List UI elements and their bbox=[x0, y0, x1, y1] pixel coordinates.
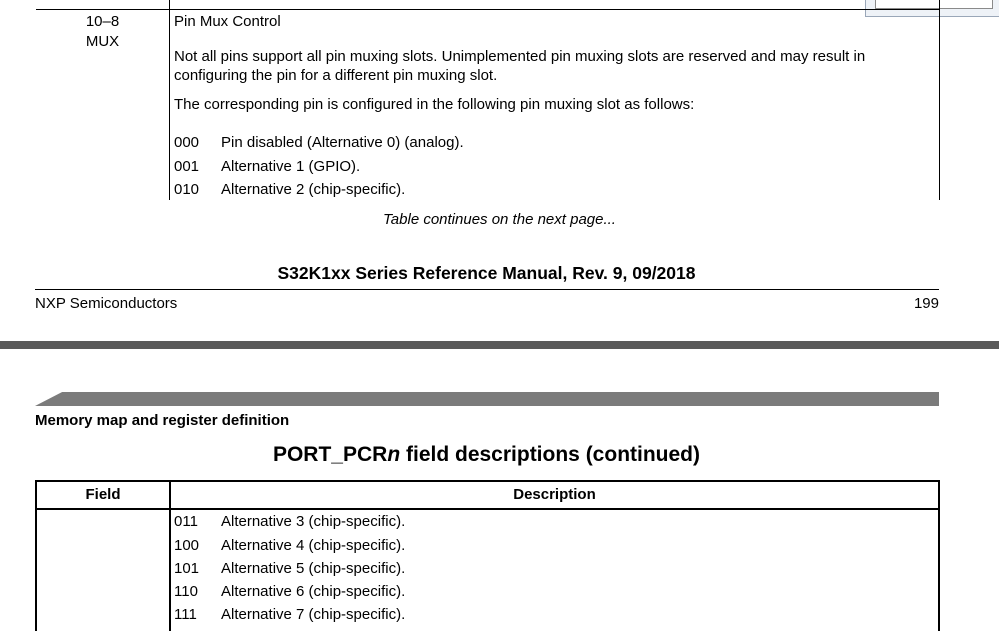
table-title-italic: n bbox=[387, 443, 401, 466]
mux-option-text: Alternative 5 (chip-specific). bbox=[221, 560, 406, 577]
mux-option-row bbox=[174, 559, 405, 578]
mux-option-row bbox=[174, 605, 405, 624]
mux-option-code: 000 bbox=[174, 134, 200, 151]
mux-option-text: Alternative 4 (chip-specific). bbox=[221, 537, 406, 554]
page-separator bbox=[0, 341, 999, 349]
mux-option-text: Alternative 7 (chip-specific). bbox=[221, 606, 406, 623]
mux-option-code: 110 bbox=[174, 583, 198, 600]
field-name: MUX bbox=[85, 33, 120, 50]
section-label: Memory map and register definition bbox=[35, 412, 290, 429]
column-header-description: Description bbox=[513, 486, 596, 503]
mux-option-row bbox=[174, 157, 360, 176]
mux-option-row bbox=[174, 133, 464, 152]
mux-option-text: Alternative 3 (chip-specific). bbox=[221, 513, 406, 530]
mux-option-code: 111 bbox=[174, 606, 197, 623]
mux-option-row bbox=[174, 180, 405, 199]
footer-rule bbox=[35, 289, 939, 290]
mux-option-text: Alternative 6 (chip-specific). bbox=[221, 583, 406, 600]
table-right-border bbox=[938, 480, 940, 631]
mux-option-row bbox=[174, 512, 405, 531]
table-title bbox=[0, 443, 973, 467]
manual-title: S32K1xx Series Reference Manual, Rev. 9, 09/2018 bbox=[277, 263, 696, 283]
mux-option-text: Alternative 2 (chip-specific). bbox=[221, 181, 406, 198]
table-continues-note: Table continues on the next page... bbox=[383, 211, 616, 228]
footer-page-number: 199 bbox=[913, 295, 939, 312]
mux-option-code: 011 bbox=[174, 513, 198, 530]
window-corner-box bbox=[875, 0, 993, 9]
field-paragraph-1: Not all pins support all pin muxing slots. Unimplemented pin muxing slots are reserved and may result in configuring the pin for a different pin muxing slot. bbox=[174, 48, 866, 84]
table-column-divider bbox=[169, 10, 170, 200]
table-right-border bbox=[939, 0, 940, 200]
field-bits: 10–8 bbox=[85, 13, 120, 30]
mux-option-text: Pin disabled (Alternative 0) (analog). bbox=[221, 134, 464, 151]
table-column-divider-top bbox=[169, 0, 170, 10]
table-row-divider bbox=[36, 9, 939, 10]
mux-option-code: 100 bbox=[174, 537, 200, 554]
column-header-field: Field bbox=[85, 486, 121, 503]
mux-option-code: 001 bbox=[174, 158, 200, 175]
table-title-suffix: field descriptions (continued) bbox=[400, 443, 701, 466]
mux-option-row bbox=[174, 536, 405, 555]
field-title: Pin Mux Control bbox=[174, 13, 281, 30]
mux-option-text: Alternative 1 (GPIO). bbox=[221, 158, 361, 175]
page-header-band bbox=[35, 392, 939, 406]
table-title-prefix: PORT_PCR bbox=[272, 443, 388, 466]
mux-option-code: 010 bbox=[174, 181, 200, 198]
mux-option-row bbox=[174, 582, 405, 601]
mux-option-code: 101 bbox=[174, 560, 200, 577]
field-paragraph-2: The corresponding pin is configured in the following pin muxing slot as follows: bbox=[174, 96, 695, 113]
footer-company: NXP Semiconductors bbox=[35, 295, 178, 312]
